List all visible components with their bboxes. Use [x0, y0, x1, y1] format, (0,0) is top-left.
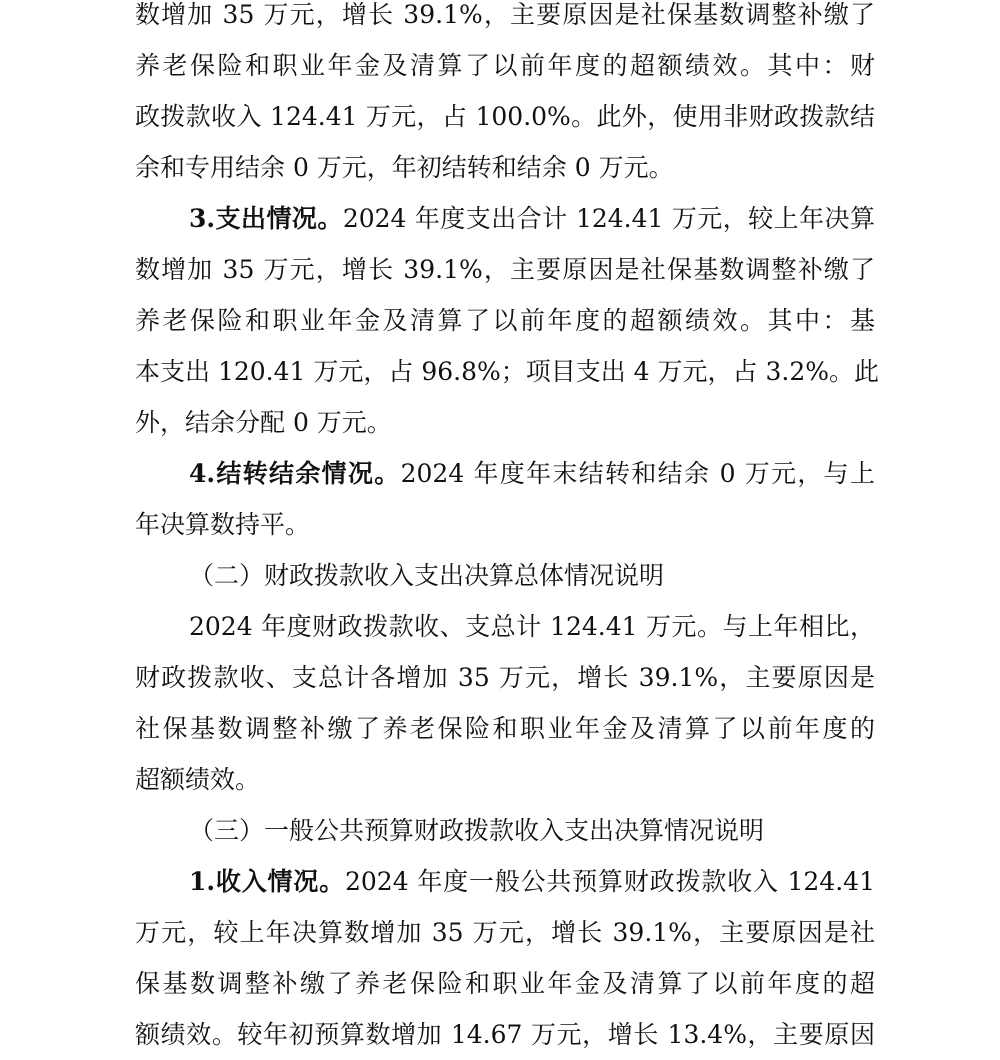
text-line: 超额绩效。: [135, 765, 261, 794]
text-line: 养老保险和职业年金及清算了以前年度的超额绩效。其中：基: [135, 306, 875, 335]
section-title: （三）一般公共预算财政拨款收入支出决算情况说明: [189, 816, 765, 845]
text-line: 数增加 35 万元，增长 39.1%，主要原因是社保基数调整补缴了: [135, 0, 875, 29]
text-line: 数增加 35 万元，增长 39.1%，主要原因是社保基数调整补缴了: [135, 255, 875, 284]
text-line: 万元，较上年决算数增加 35 万元，增长 39.1%，主要原因是社: [135, 918, 875, 947]
text-line: 余和专用结余 0 万元，年初结转和结余 0 万元。: [135, 153, 674, 182]
paragraph-first-line: [135, 448, 875, 499]
text-line: 保基数调整补缴了养老保险和职业年金及清算了以前年度的超: [135, 969, 875, 998]
section-title: （二）财政拨款收入支出决算总体情况说明: [189, 561, 665, 590]
paragraph-heading: 1.收入情况。: [189, 867, 345, 896]
text-line: 外，结余分配 0 万元。: [135, 408, 392, 437]
text-line: 本支出 120.41 万元，占 96.8%；项目支出 4 万元，占 3.2%。此: [135, 357, 879, 386]
paragraph-first-line: 2024 年度财政拨款收、支总计 124.41 万元。与上年相比，: [189, 612, 875, 641]
text-line: 养老保险和职业年金及清算了以前年度的超额绩效。其中：财: [135, 51, 875, 80]
document-page: [135, 0, 879, 1060]
paragraph-text: 2024 年度支出合计 124.41 万元，较上年决算: [342, 204, 875, 233]
paragraph-heading: 3.支出情况。: [189, 204, 343, 233]
text-line: 额绩效。较年初预算数增加 14.67 万元，增长 13.4%，主要原因: [135, 1020, 875, 1049]
text-line: 政拨款收入 124.41 万元，占 100.0%。此外，使用非财政拨款结: [135, 102, 875, 131]
text-line: 财政拨款收、支总计各增加 35 万元，增长 39.1%，主要原因是: [135, 663, 875, 692]
text-line: 社保基数调整补缴了养老保险和职业年金及清算了以前年度的: [135, 714, 875, 743]
paragraph-first-line: [135, 856, 875, 907]
paragraph-first-line: [135, 193, 875, 244]
paragraph-text: 2024 年度一般公共预算财政拨款收入 124.41: [344, 867, 875, 896]
paragraph-heading: 4.结转结余情况。: [189, 459, 401, 488]
paragraph-text: 2024 年度年末结转和结余 0 万元，与上: [400, 459, 875, 488]
text-line: 年决算数持平。: [135, 510, 311, 539]
